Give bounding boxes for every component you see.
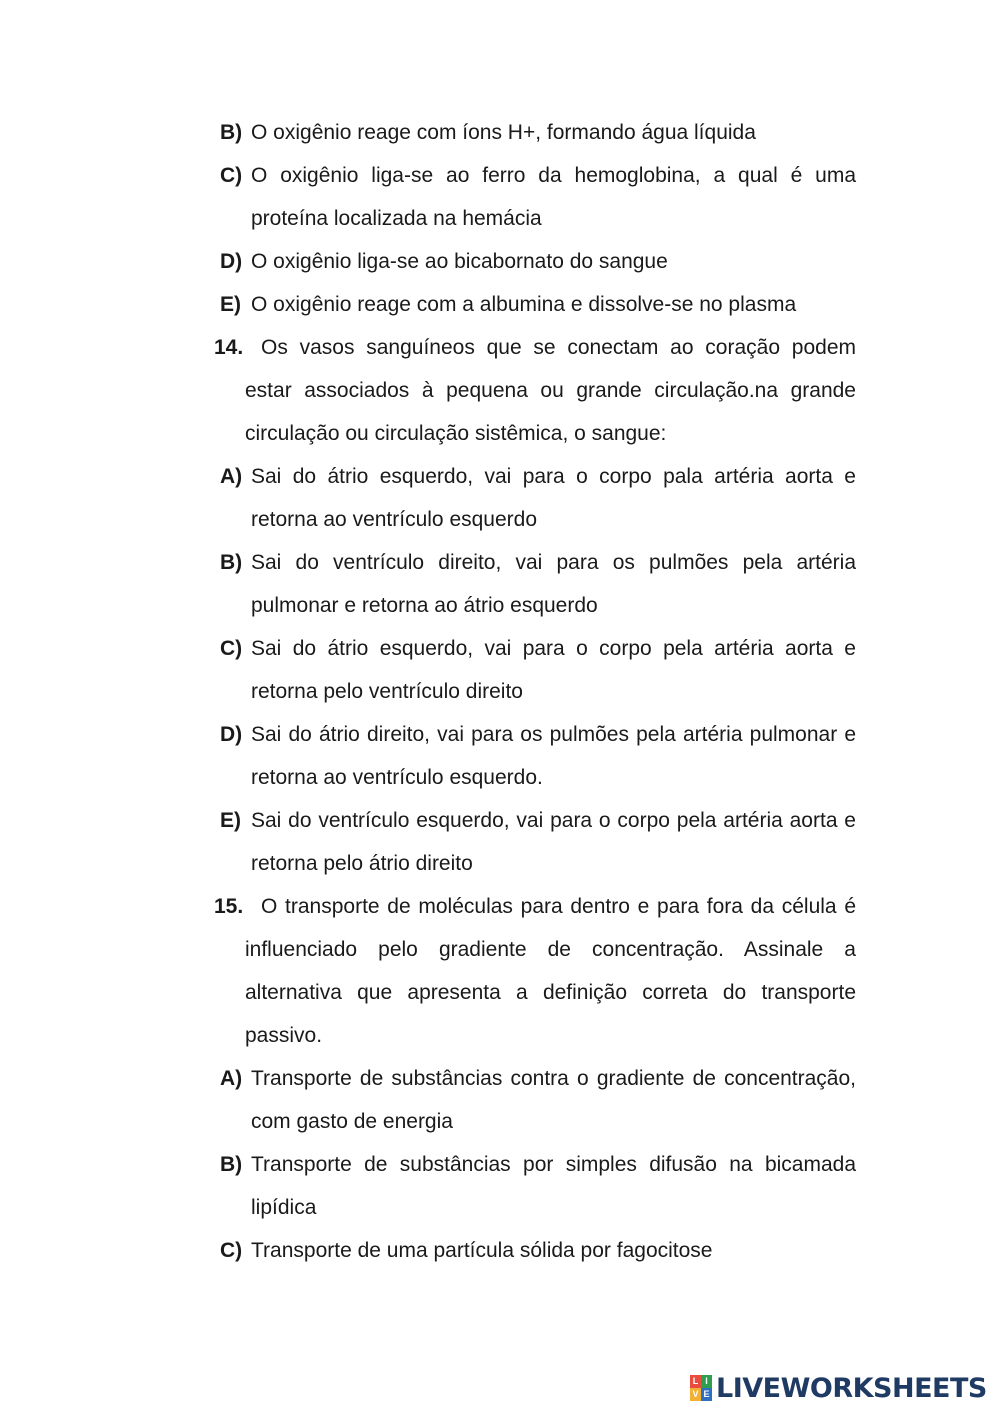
option-text: Transporte de substâncias por simples difusão na bicamada lipídica [251,1153,856,1219]
answer-option [214,455,856,541]
option-text: O oxigênio reage com íons H+, formando água líquida [251,121,756,144]
option-text: O oxigênio liga-se ao bicabornato do sangue [251,250,668,273]
option-text: O oxigênio reage com a albumina e dissolve-se no plasma [251,293,797,316]
option-text: Sai do ventrículo esquerdo, vai para o corpo pela artéria aorta e retorna pelo átrio direito [251,809,856,875]
option-text: Sai do átrio esquerdo, vai para o corpo pela artéria aorta e retorna pelo ventrículo direito [251,637,856,703]
option-letter: C) [220,164,243,187]
answer-option [214,111,856,154]
question-text: Os vasos sanguíneos que se conectam ao coração podem estar associados à pequena ou grande circulação.na grande circulação ou circulação sistêmica, o sangue: [245,336,856,445]
answer-option [214,240,856,283]
answer-option [214,541,856,627]
option-letter: E) [220,293,241,316]
answer-option [214,627,856,713]
question-number: 15. [214,895,244,918]
option-text: Sai do átrio direito, vai para os pulmões pela artéria pulmonar e retorna ao ventrículo esquerdo. [251,723,856,789]
option-text: Sai do átrio esquerdo, vai para o corpo pala artéria aorta e retorna ao ventrículo esquerdo [251,465,856,531]
option-letter: D) [220,250,243,273]
option-letter: C) [220,1239,243,1262]
option-letter: C) [220,637,243,660]
answer-option [214,1057,856,1143]
option-letter: B) [220,1153,243,1176]
option-letter: A) [220,1067,243,1090]
question-14 [214,326,856,455]
option-text: O oxigênio liga-se ao ferro da hemoglobina, a qual é uma proteína localizada na hemácia [251,164,856,230]
option-letter: B) [220,121,243,144]
answer-option [214,799,856,885]
option-text: Sai do ventrículo direito, vai para os pulmões pela artéria pulmonar e retorna ao átrio esquerdo [251,551,856,617]
liveworksheets-logo [690,1372,987,1404]
question-list [214,111,856,1272]
logo-text: LIVEWORKSHEETS [716,1372,987,1404]
option-letter: D) [220,723,243,746]
option-letter: E) [220,809,241,832]
option-letter: A) [220,465,243,488]
answer-option [214,283,856,326]
logo-mark-icon [690,1375,712,1401]
question-15 [214,885,856,1057]
answer-option [214,1229,856,1272]
answer-option [214,154,856,240]
question-text: O transporte de moléculas para dentro e para fora da célula é influenciado pelo gradiente de concentração. Assinale a alternativa que apresenta a definição correta do transporte passivo. [245,895,856,1047]
logo-mark-tile: E [701,1388,712,1401]
answer-option [214,1143,856,1229]
logo-mark-tile: V [690,1388,701,1401]
question-number: 14. [214,336,244,359]
option-text: Transporte de substâncias contra o gradiente de concentração, com gasto de energia [251,1067,856,1133]
option-letter: B) [220,551,243,574]
option-text: Transporte de uma partícula sólida por fagocitose [251,1239,713,1262]
logo-mark-tile: L [690,1375,701,1388]
answer-option [214,713,856,799]
logo-mark-tile: I [701,1375,712,1388]
